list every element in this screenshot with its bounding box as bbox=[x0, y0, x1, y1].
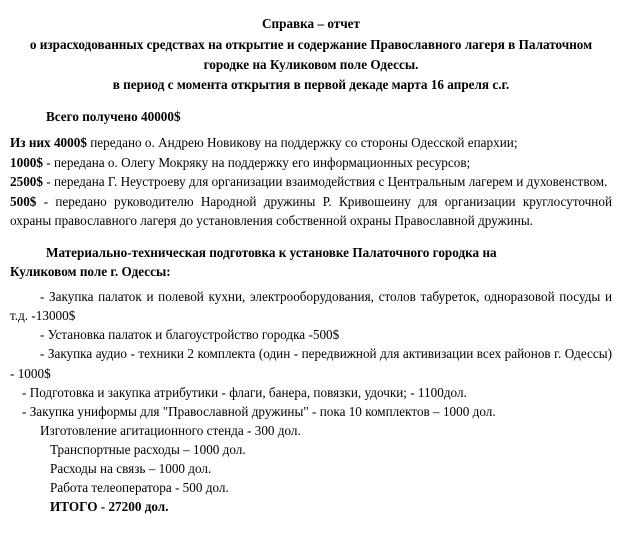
section-heading-line-1: Материально-техническая подготовка к установке Палаточного городка на bbox=[46, 244, 497, 260]
title-line-1: Справка – отчет bbox=[261, 16, 361, 31]
allocation-item bbox=[10, 134, 612, 153]
expense-item: - Закупка аудио - техники 2 комплекта (один - передвижной для активизации всех районов г. Одессы) - 1000$ bbox=[10, 346, 612, 381]
allocation-text: - передано руководителю Народной дружины Р. Кривошеину для организации круглосуточной охраны православного лагеря до установления собственной охраны Православной дружины. bbox=[10, 194, 612, 228]
allocation-amount: 500$ bbox=[10, 194, 37, 210]
expense-item: - Установка палаток и благоустройство городка -500$ bbox=[40, 327, 340, 343]
section-heading bbox=[10, 243, 612, 281]
allocation-amount: 2500$ bbox=[10, 174, 43, 190]
allocation-item bbox=[10, 193, 612, 230]
allocation-item bbox=[10, 173, 612, 192]
section-heading-line-2: Куликовом поле г. Одессы: bbox=[10, 263, 171, 279]
expense-item: Работа телеоператора - 500 дол. bbox=[50, 480, 229, 496]
expense-item: - Подготовка и закупка атрибутики - флаги, банера, повязки, удочки; - 1100дол. bbox=[22, 384, 467, 400]
allocation-amount: 1000$ bbox=[10, 154, 43, 170]
spacer-before-section bbox=[10, 232, 612, 243]
allocation-text: - передана Г. Неустроеву для организации взаимодействия с Центральным лагерем и духовенством. bbox=[42, 174, 608, 190]
title-line-2: о израсходованных средствах на открытие и содержание Православного лагеря в Палаточном городке на Куликовом поле Одессы. bbox=[29, 37, 593, 73]
allocation-text: передано о. Андрею Новикову на поддержку со стороны Одесской епархии; bbox=[86, 134, 518, 150]
allocation-amount: Из них 4000$ bbox=[10, 134, 87, 150]
expenses-total-line: ИТОГО - 27200 дол. bbox=[50, 499, 169, 515]
total-received-line: Всего получено 40000$ bbox=[46, 109, 181, 125]
expense-item: Изготовление агитационного стенда - 300 дол. bbox=[40, 422, 301, 438]
expense-item: - Закупка униформы для "Православной дружины" - пока 10 комплектов – 1000 дол. bbox=[22, 403, 496, 419]
title-line-3: в период с момента открытия в первой декаде марта 16 апреля с.г. bbox=[112, 77, 510, 93]
document-title-block bbox=[10, 14, 612, 95]
expense-item: - Закупка палаток и полевой кухни, электрооборудования, столов табуреток, одноразовой посуды и т.д. -13000$ bbox=[10, 288, 612, 324]
allocation-text: - передана о. Олегу Мокряку на поддержку его информационных ресурсов; bbox=[42, 154, 471, 170]
allocation-item bbox=[10, 154, 612, 173]
title-spacer bbox=[10, 95, 612, 108]
expense-item: Расходы на связь – 1000 дол. bbox=[50, 461, 212, 477]
expense-item: Транспортные расходы – 1000 дол. bbox=[50, 442, 246, 458]
